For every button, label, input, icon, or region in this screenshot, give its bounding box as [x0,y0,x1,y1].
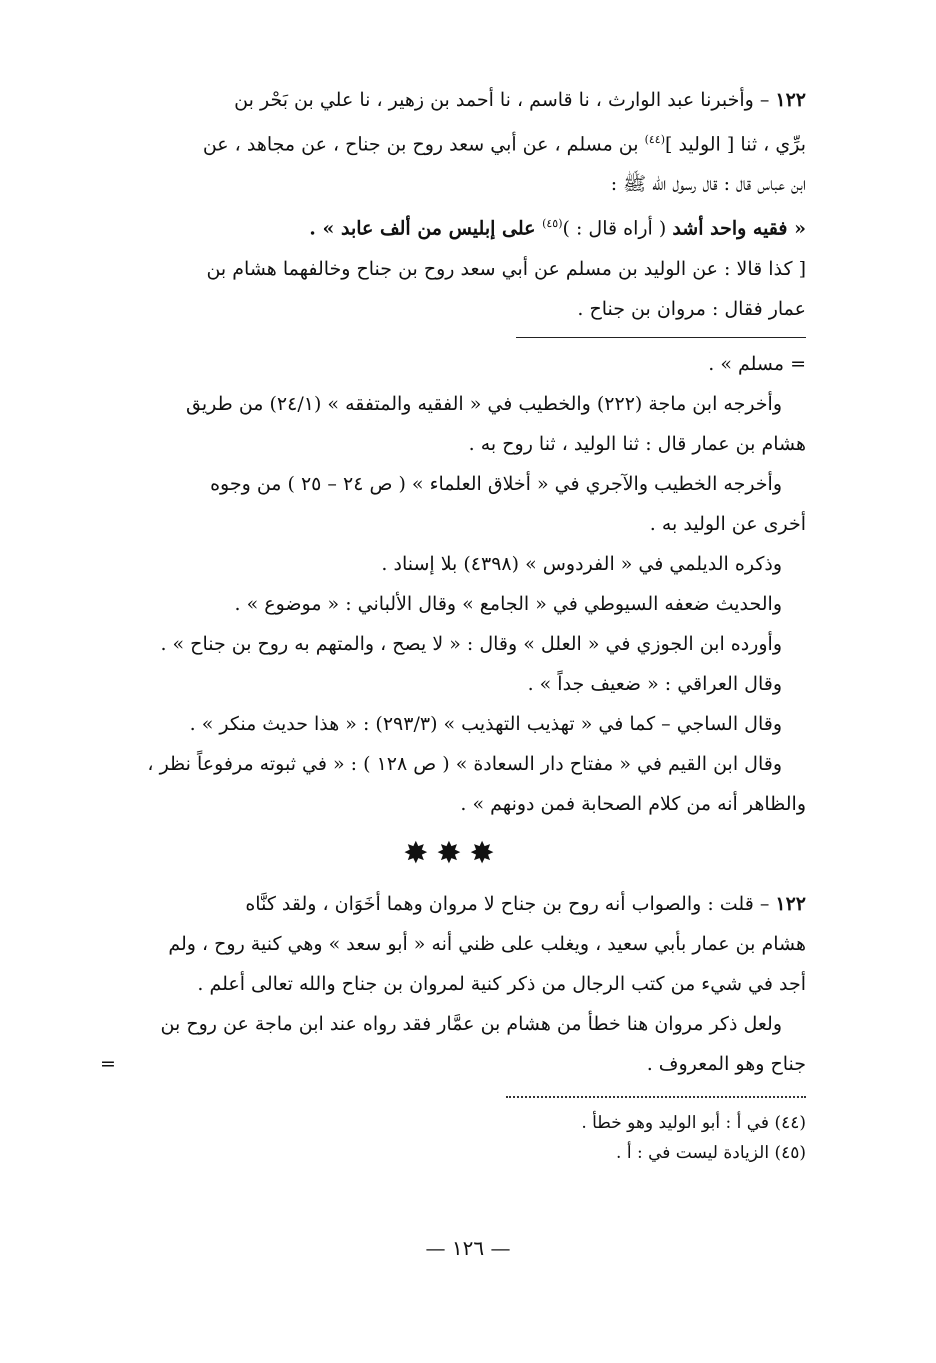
footnote-44 [100,1108,806,1138]
note-line-2: هشام بن عمار بأبي سعيد ، ويغلب على ظني أنه « أبو سعد » وهي كنية روح ، ولم [168,932,806,955]
note-line-5: جناح وهو المعروف . = [100,1044,806,1084]
commentary-line-12: والظاهر أنه من كلام الصحابة فمن دونهم » . [460,792,806,815]
commentary-line-4: وأخرجه الخطيب والآجري في « أخلاق العلماء » ( ص ٢٤ – ٢٥ ) من وجوه [210,472,782,495]
ornament-stars: ✸✸✸ [403,835,503,871]
hadith-quote: « فقيه واحد أشد ( أراه قال : )$^{(٤٥)}$ على إبليس من ألف عابد » . [309,217,806,240]
hadith-line-2: برِّي ، ثنا [ الوليد ]$^{(٤٤)}$ بن مسلم ، عن أبي سعد روح بن جناح ، عن مجاهد ، عن [202,133,806,156]
commentary-line-5: أخرى عن الوليد به . [649,512,806,535]
note-number: ١٢٢ [775,892,806,915]
footnote-text: الزيادة ليست في : أ . [616,1142,770,1163]
commentary-line-2: وأخرجه ابن ماجة (٢٢٢) والخطيب في « الفقيه والمتفقه » (٢٤/١) من طريق [186,392,782,415]
note-line-4: ولعل ذكر مروان هنا خطأ من هشام بن عمَّار فقد رواه عند ابن ماجة عن روح بن [160,1012,782,1035]
section-divider [516,337,806,338]
continuation-mark: = [100,1052,116,1075]
bracket-line-2: عمار فقال : مروان بن جناح . [577,297,806,320]
bracket-line-1: [ كذا قالا : عن الوليد بن مسلم عن أبي سعد روح بن جناح وخالفهما هشام بن [206,257,806,280]
note-line-1: ١٢٢ – قلت : والصواب أنه روح بن جناح لا مروان وهما أخَوَان ، ولقد كنَّاه [245,892,806,915]
hadith-line-3: ابن عباس قال : قال رسول الله ﷺ : [610,173,806,196]
commentary-line-7: والحديث ضعفه السيوطي في « الجامع » وقال الألباني : « موضوع » . [234,592,782,615]
commentary-line-3: هشام بن عمار قال : ثنا الوليد ، ثنا روح به . [468,432,806,455]
footnote-text: في أ : أبو الوليد وهو خطأ . [581,1112,770,1133]
commentary-line-9: وقال العراقي : « ضعيف جداً » . [527,672,782,695]
note-line-3: أجد في شيء من كتب الرجال من ذكر كنية لمروان بن جناح والله تعالى أعلم . [197,972,806,995]
page-body [100,80,806,1168]
footnote-number: (٤٤) [774,1112,806,1133]
footnote-number: (٤٥) [774,1142,806,1163]
footnote-45 [100,1138,806,1168]
commentary-line-10: وقال الساجي – كما في « تهذيب التهذيب » (٢٩٣/٣) : « هذا حديث منكر » . [189,712,782,735]
footnote-separator [506,1096,806,1098]
commentary-line-8: وأورده ابن الجوزي في « العلل » وقال : « لا يصح ، والمتهم به روح بن جناح » . [160,632,782,655]
hadith-line-1: ١٢٢ – وأخبرنا عبد الوارث ، نا قاسم ، نا أحمد بن زهير ، نا علي بن بَحْر بن [234,89,806,111]
commentary-line-6: وذكره الديلمي في « الفردوس » (٤٣٩٨) بلا إسناد . [381,552,782,575]
hadith-number: ١٢٢ [775,89,806,111]
footnote-ref-44: (٤٤) [644,133,665,146]
footnote-ref-45: (٤٥) [542,217,563,231]
commentary-line-11: وقال ابن القيم في « مفتاح دار السعادة » ( ص ١٢٨ ) : « في ثبوته مرفوعاً نظر ، [147,752,782,775]
page-number: — ١٢٦ — [425,1236,511,1260]
commentary-line-1: = مسلم » . [708,352,806,375]
